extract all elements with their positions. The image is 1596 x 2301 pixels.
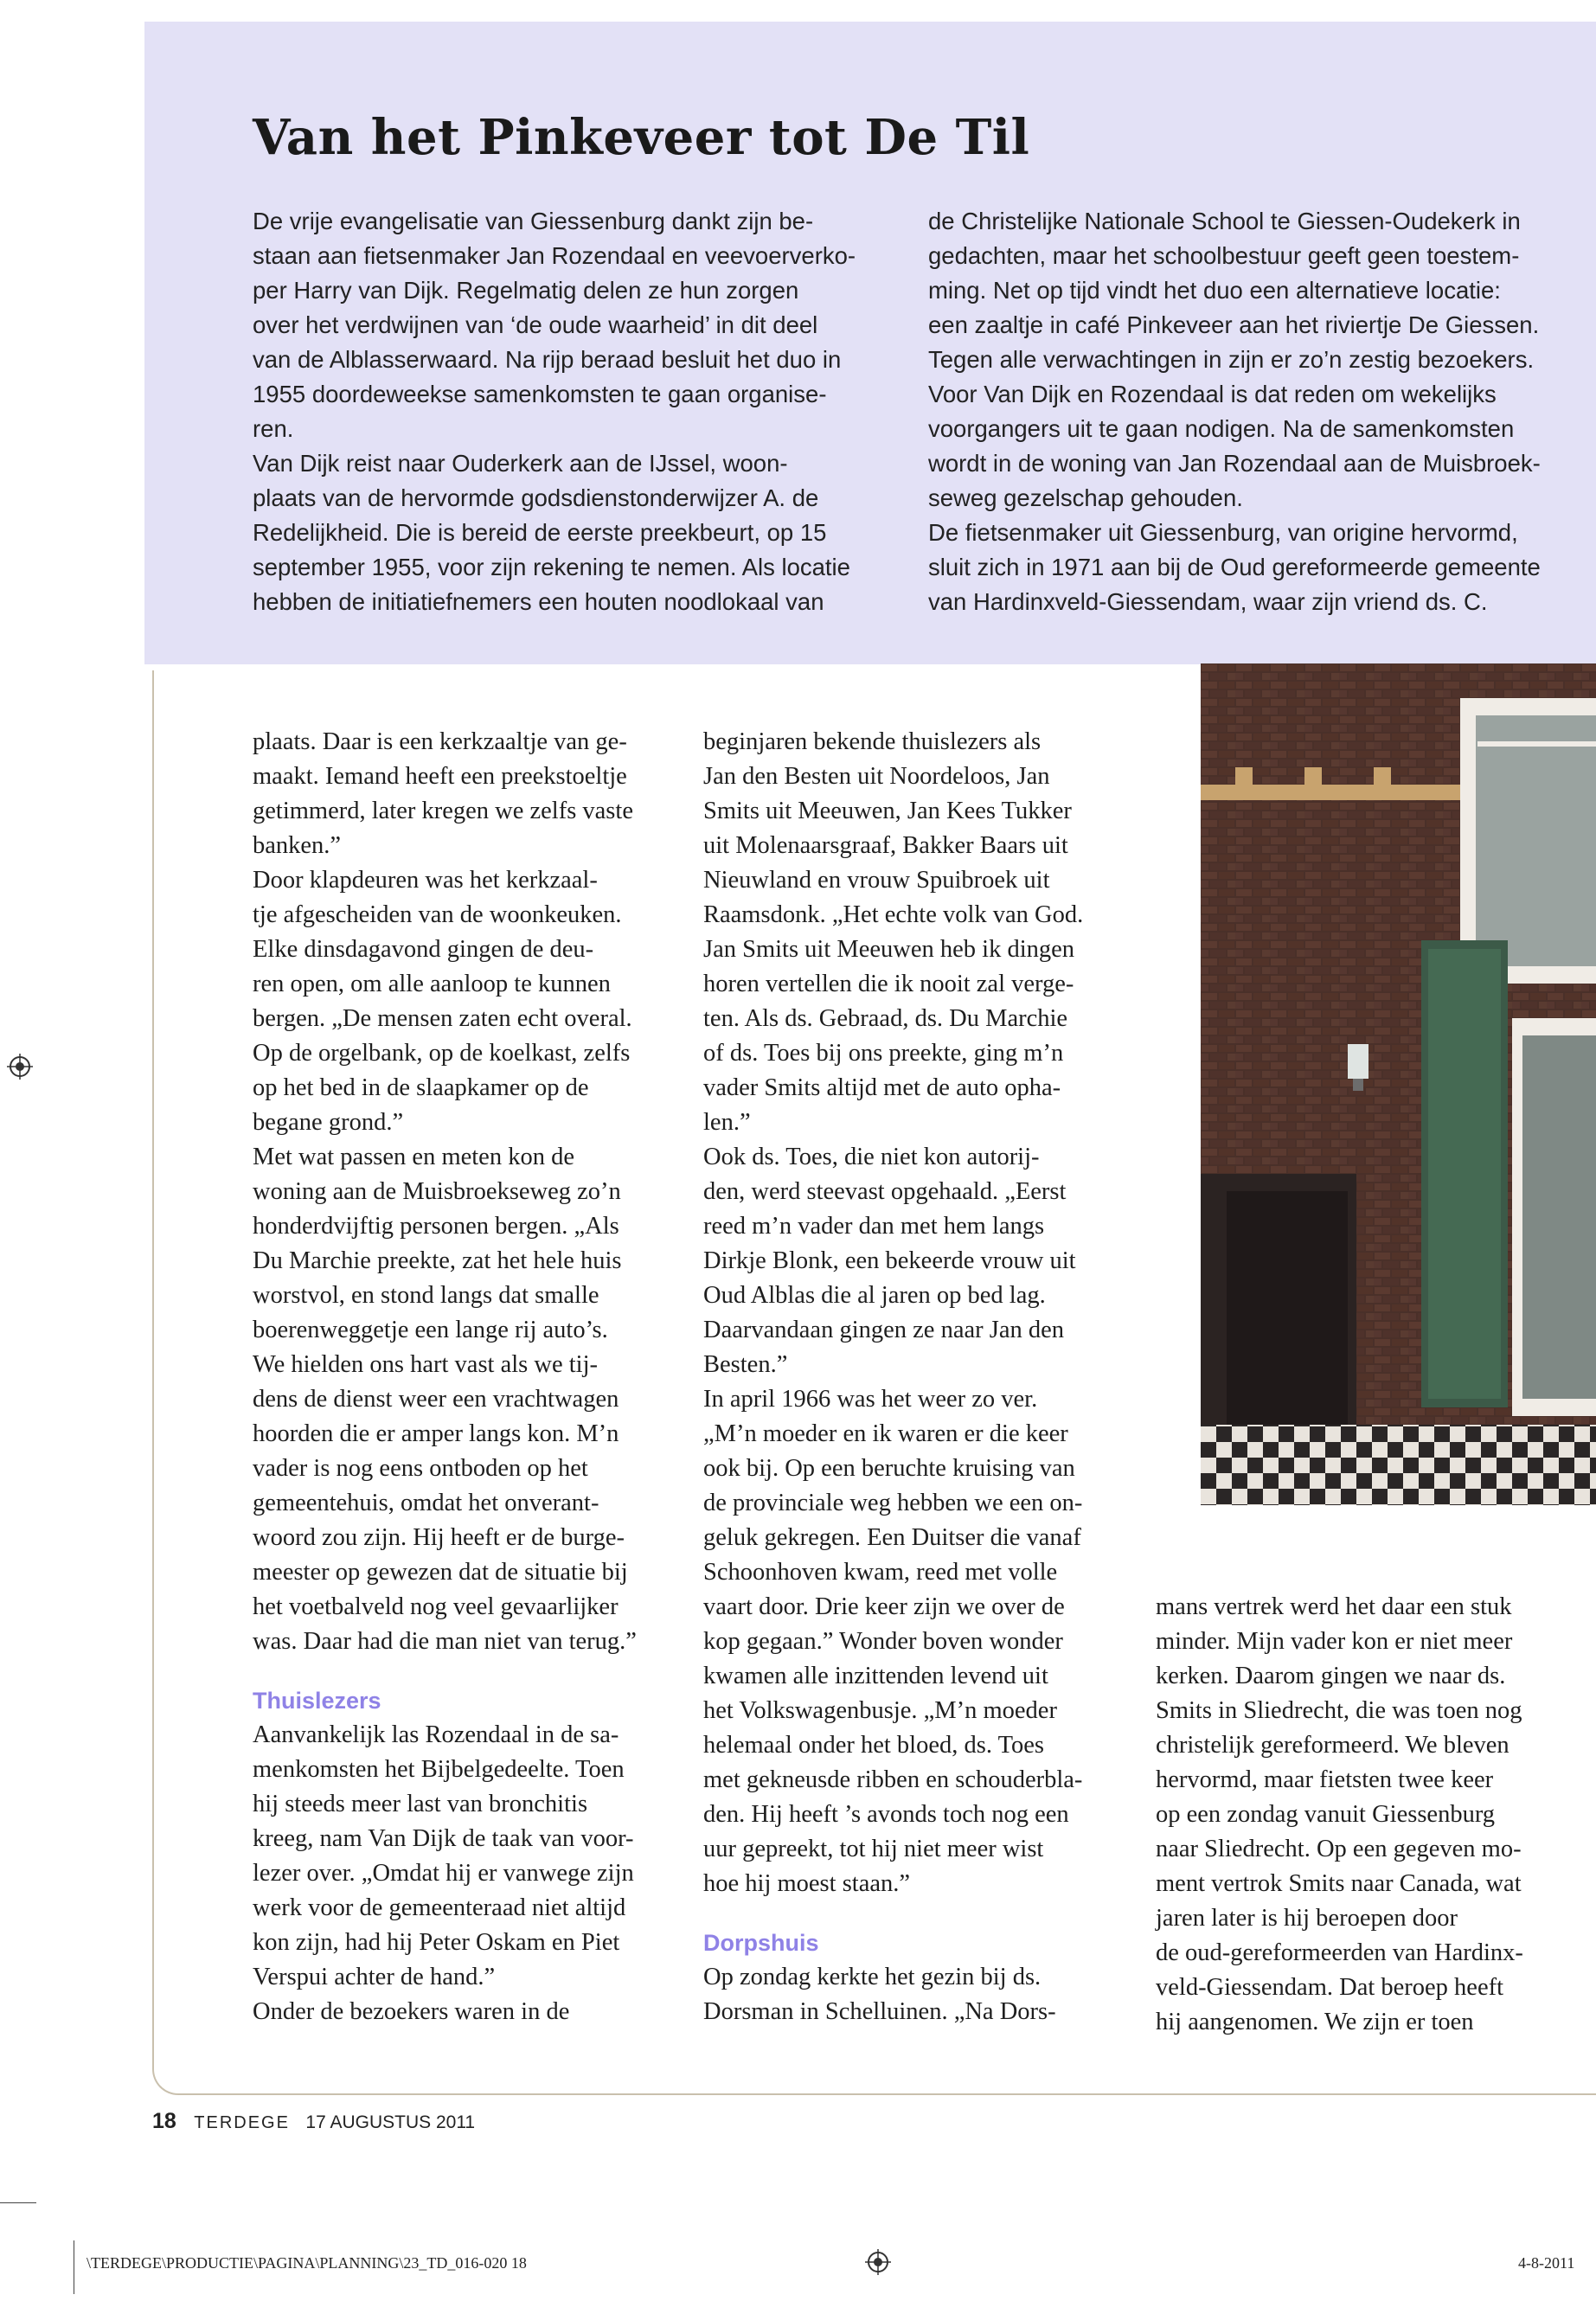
slug-date: 4-8-2011 (1518, 2254, 1575, 2272)
spacer (253, 1659, 702, 1683)
text-line: hoorden die er amper langs kon. M’n (253, 1420, 619, 1447)
text-line: Aanvankelijk las Rozendaal in de sa- (253, 1721, 619, 1748)
text-line: sluit zich in 1971 aan bij de Oud gereformeerde gemeente (928, 554, 1541, 580)
text-line: beginjaren bekende thuislezers als (703, 728, 1042, 755)
crop-mark (0, 2202, 36, 2203)
text-line: Smits uit Meeuwen, Jan Kees Tukker (703, 798, 1072, 824)
subhead-thuislezers: Thuislezers (253, 1688, 381, 1714)
article-column-3 (1156, 1590, 1596, 2040)
text-line: september 1955, voor zijn rekening te nemen. Als locatie (253, 554, 850, 580)
text-line: kon zijn, had hij Peter Oskam en Piet (253, 1929, 620, 1956)
text-line: De fietsenmaker uit Giessenburg, van origine hervormd, (928, 519, 1518, 546)
text-line: Dirkje Blonk, een bekeerde vrouw uit (703, 1247, 1076, 1274)
text-line: vaart door. Drie keer zijn we over de (703, 1593, 1065, 1620)
text-line: gedachten, maar het schoolbestuur geeft geen toestem- (928, 242, 1520, 269)
house-facade-photo (1201, 663, 1596, 1505)
column-1-text-continued (253, 1718, 702, 2029)
page-number: 18 (152, 2109, 176, 2133)
text-line: Onder de bezoekers waren in de (253, 1998, 570, 2025)
text-line: worstvol, en stond langs dat smalle (253, 1282, 599, 1309)
text-line: werk voor de gemeenteraad niet altijd (253, 1894, 626, 1921)
text-line: het Volkswagenbusje. „M’n moeder (703, 1697, 1057, 1724)
text-line: vader Smits altijd met de auto opha- (703, 1074, 1061, 1101)
text-line: begane grond.” (253, 1109, 404, 1136)
column-2-text (703, 725, 1153, 1901)
text-line: Raamsdonk. „Het echte volk van God. (703, 901, 1084, 928)
text-line: over het verdwijnen van ‘de oude waarheid’ in dit deel (253, 311, 818, 338)
text-line: per Harry van Dijk. Regelmatig delen ze hun zorgen (253, 277, 799, 304)
registration-mark-left (7, 1054, 33, 1080)
text-line: maakt. Iemand heeft een preekstoeltje (253, 763, 627, 790)
text-line: wordt in de woning van Jan Rozendaal aan de Muisbroek- (928, 450, 1541, 477)
text-line: de oud-gereformeerden van Hardinx- (1156, 1939, 1523, 1966)
text-line: kreeg, nam Van Dijk de taak van voor- (253, 1825, 634, 1852)
text-line: We hielden ons hart vast als we tij- (253, 1351, 598, 1378)
column-1-text (253, 725, 702, 1659)
text-line: In april 1966 was het weer zo ver. (703, 1386, 1038, 1413)
sidebar-column-2 (928, 204, 1586, 619)
text-line: banken.” (253, 832, 342, 859)
text-line: Verspui achter de hand.” (253, 1964, 496, 1990)
text-line: Ook ds. Toes, die niet kon autorij- (703, 1144, 1040, 1170)
sidebar-column-1 (253, 204, 910, 619)
text-line: den. Hij heeft ’s avonds toch nog een (703, 1801, 1069, 1828)
text-line: naar Sliedrecht. Op een gegeven mo- (1156, 1836, 1522, 1862)
text-line: bergen. „De mensen zaten echt overal. (253, 1005, 632, 1032)
text-line: ren open, om alle aanloop te kunnen (253, 971, 611, 997)
text-line: geluk gekregen. Een Duitser die vanaf (703, 1524, 1081, 1551)
text-line: boerenweggetje een lange rij auto’s. (253, 1317, 608, 1343)
text-line: Van Dijk reist naar Ouderkerk aan de IJssel, woon- (253, 450, 788, 477)
article-column-1 (253, 725, 702, 2029)
text-line: een zaaltje in café Pinkeveer aan het riviertje De Giessen. (928, 311, 1540, 338)
registration-mark-bottom (865, 2249, 891, 2275)
text-line: Op de orgelbank, op de koelkast, zelfs (253, 1040, 631, 1067)
text-line: met gekneusde ribben en schouderbla- (703, 1766, 1083, 1793)
text-line: seweg gezelschap gehouden. (928, 484, 1243, 511)
text-line: meester op gewezen dat de situatie bij (253, 1559, 628, 1586)
text-line: Door klapdeuren was het kerkzaal- (253, 867, 598, 894)
article-column-2 (703, 725, 1153, 2029)
text-line: Daarvandaan gingen ze naar Jan den (703, 1317, 1064, 1343)
house-facade-image (1201, 663, 1596, 1505)
text-line: len.” (703, 1109, 751, 1136)
text-line: de Christelijke Nationale School te Giessen-Oudekerk in (928, 208, 1521, 234)
text-line: Schoonhoven kwam, reed met volle (703, 1559, 1058, 1586)
text-line: hebben de initiatiefnemers een houten noodlokaal van (253, 588, 824, 615)
text-line: ment vertrok Smits naar Canada, wat (1156, 1870, 1522, 1897)
text-line: woning aan de Muisbroekseweg zo’n (253, 1178, 621, 1205)
text-line: kop gegaan.” Wonder boven wonder (703, 1628, 1063, 1655)
text-line: Elke dinsdagavond gingen de deu- (253, 936, 594, 963)
text-line: mans vertrek werd het daar een stuk (1156, 1593, 1512, 1620)
text-line: ming. Net op tijd vindt het duo een alternatieve locatie: (928, 277, 1501, 304)
text-line: Nieuwland en vrouw Spuibroek uit (703, 867, 1050, 894)
column-3-text (1156, 1590, 1596, 2040)
text-line: menkomsten het Bijbelgedeelte. Toen (253, 1756, 625, 1783)
text-line: tje afgescheiden van de woonkeuken. (253, 901, 622, 928)
registration-mark-icon (7, 1054, 33, 1080)
spacer (703, 1901, 1153, 1926)
text-line: Besten.” (703, 1351, 788, 1378)
text-line: veld-Giessendam. Dat beroep heeft (1156, 1974, 1504, 2001)
text-line: minder. Mijn vader kon er niet meer (1156, 1628, 1513, 1655)
text-line: woord zou zijn. Hij heeft er de burge- (253, 1524, 625, 1551)
text-line: Redelijkheid. Die is bereid de eerste preekbeurt, op 15 (253, 519, 827, 546)
text-line: horen vertellen die ik nooit zal verge- (703, 971, 1074, 997)
text-line: kwamen alle inzittenden levend uit (703, 1663, 1048, 1689)
sidebar-title: Van het Pinkeveer tot De Til (253, 109, 1030, 166)
text-line: Jan den Besten uit Noordeloos, Jan (703, 763, 1050, 790)
text-line: gemeentehuis, omdat het onverant- (253, 1490, 599, 1516)
text-line: hervormd, maar fietsten twee keer (1156, 1766, 1494, 1793)
column-2-text-continued (703, 1960, 1153, 2029)
text-line: uit Molenaarsgraaf, Bakker Baars uit (703, 832, 1068, 859)
text-line: op het bed in de slaapkamer op de (253, 1074, 589, 1101)
text-line: hij steeds meer last van bronchitis (253, 1791, 588, 1817)
text-line: hij aangenomen. We zijn er toen (1156, 2009, 1474, 2035)
text-line: honderdvijftig personen bergen. „Als (253, 1213, 619, 1240)
registration-mark-icon (865, 2249, 891, 2275)
text-line: Jan Smits uit Meeuwen heb ik dingen (703, 936, 1075, 963)
text-line: ten. Als ds. Gebraad, ds. Du Marchie (703, 1005, 1068, 1032)
text-line: Tegen alle verwachtingen in zijn er zo’n zestig bezoekers. (928, 346, 1535, 373)
magazine-name: TERDEGE (194, 2113, 290, 2132)
text-line: plaats van de hervormde godsdienstonderwijzer A. de (253, 484, 819, 511)
text-line: plaats. Daar is een kerkzaaltje van ge- (253, 728, 627, 755)
text-line: was. Daar had die man niet van terug.” (253, 1628, 637, 1655)
text-line: kerken. Daarom gingen we naar ds. (1156, 1663, 1506, 1689)
issue-date: 17 AUGUSTUS 2011 (305, 2112, 476, 2132)
text-line: ren. (253, 415, 294, 442)
text-line: van de Alblasserwaard. Na rijp beraad besluit het duo in (253, 346, 842, 373)
text-line: dens de dienst weer een vrachtwagen (253, 1386, 619, 1413)
text-line: van Hardinxveld-Giessendam, waar zijn vriend ds. C. (928, 588, 1488, 615)
slug-path: \TERDEGE\PRODUCTIE\PAGINA\PLANNING\23_TD_016-020 18 (87, 2254, 527, 2272)
text-line: helemaal onder het bloed, ds. Toes (703, 1732, 1044, 1759)
text-line: Voor Van Dijk en Rozendaal is dat reden om wekelijks (928, 381, 1497, 407)
text-line: Met wat passen en meten kon de (253, 1144, 574, 1170)
subhead-dorpshuis: Dorpshuis (703, 1930, 819, 1956)
text-line: hoe hij moest staan.” (703, 1870, 911, 1897)
text-line: de provinciale weg hebben we een on- (703, 1490, 1083, 1516)
text-line: Du Marchie preekte, zat het hele huis (253, 1247, 622, 1274)
text-line: staan aan fietsenmaker Jan Rozendaal en veevoerverko- (253, 242, 856, 269)
text-line: Oud Alblas die al jaren op bed lag. (703, 1282, 1046, 1309)
text-line: vader is nog eens ontboden op het (253, 1455, 588, 1482)
text-line: 1955 doordeweekse samenkomsten te gaan organise- (253, 381, 827, 407)
text-line: het voetbalveld nog veel gevaarlijker (253, 1593, 619, 1620)
text-line: De vrije evangelisatie van Giessenburg dankt zijn be- (253, 208, 814, 234)
page-footer (152, 2109, 475, 2134)
text-line: christelijk gereformeerd. We bleven (1156, 1732, 1509, 1759)
text-line: jaren later is hij beroepen door (1156, 1905, 1458, 1932)
text-line: Smits in Sliedrecht, die was toen nog (1156, 1697, 1522, 1724)
text-line: getimmerd, later kregen we zelfs vaste (253, 798, 633, 824)
text-line: Op zondag kerkte het gezin bij ds. (703, 1964, 1042, 1990)
text-line: Dorsman in Schelluinen. „Na Dors- (703, 1998, 1056, 2025)
text-line: of ds. Toes bij ons preekte, ging m’n (703, 1040, 1064, 1067)
text-line: ook bij. Op een beruchte kruising van (703, 1455, 1075, 1482)
text-line: reed m’n vader dan met hem langs (703, 1213, 1045, 1240)
text-line: op een zondag vanuit Giessenburg (1156, 1801, 1496, 1828)
text-line: lezer over. „Omdat hij er vanwege zijn (253, 1860, 634, 1887)
text-line: „M’n moeder en ik waren er die keer (703, 1420, 1068, 1447)
text-line: den, werd steevast opgehaald. „Eerst (703, 1178, 1067, 1205)
text-line: voorgangers uit te gaan nodigen. Na de samenkomsten (928, 415, 1515, 442)
text-line: uur gepreekt, tot hij niet meer wist (703, 1836, 1044, 1862)
